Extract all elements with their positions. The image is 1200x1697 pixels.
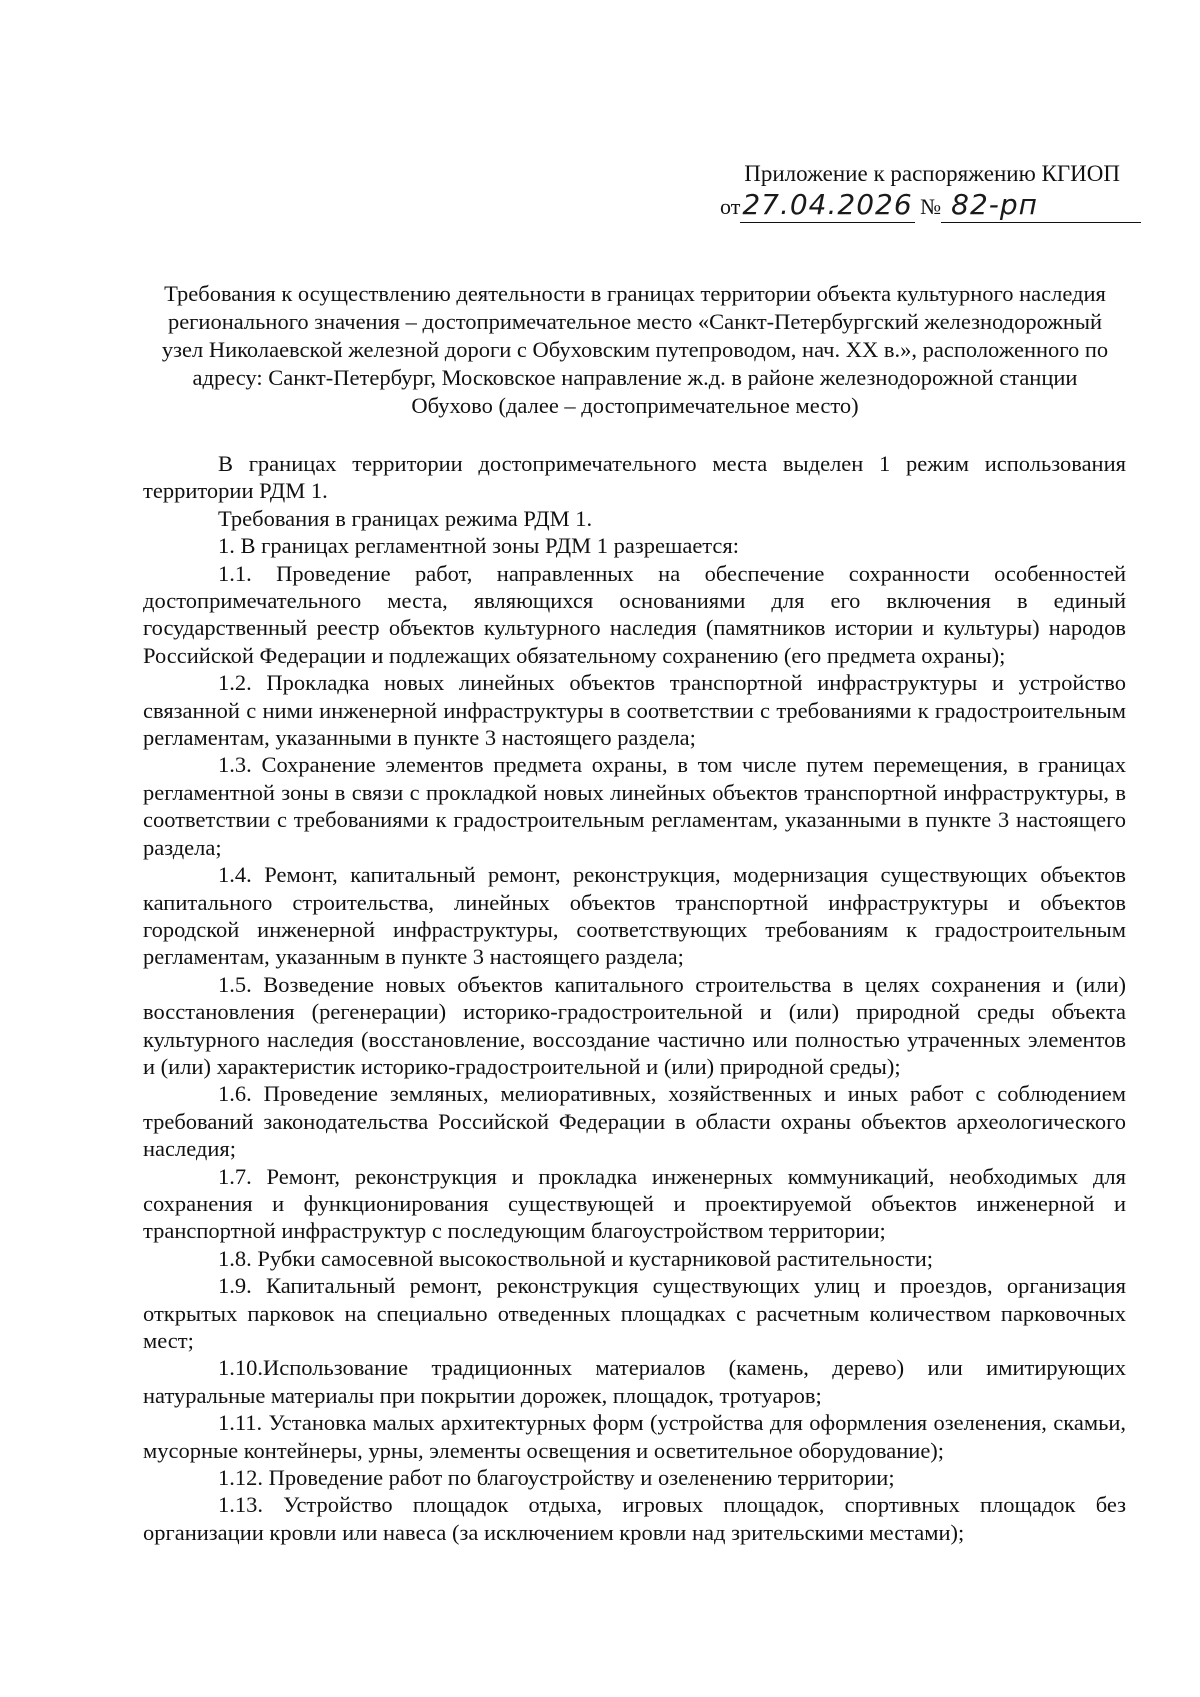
appendix-caption: Приложение к распоряжению КГИОП <box>744 161 1120 186</box>
paragraph-intro: В границах территории достопримечательного места выделен 1 режим использования территории РДМ 1. <box>143 451 1126 504</box>
paragraph-clause-1-3: 1.3. Сохранение элементов предмета охраны, в том числе путем перемещения, в границах регламентной зоны в связи с прокладкой новых линейных объектов транспортной инфраструктуры, в соответствии с требованиями к градостроительным регламентам, указанными в пункте 3 настоящего раздела; <box>143 752 1126 860</box>
appendix-header <box>720 160 1120 223</box>
order-number <box>941 190 1141 223</box>
paragraph-clause-1-1: 1.1. Проведение работ, направленных на обеспечение сохранности особенностей достопримечательного места, являющихся основаниями для его включения в единый государственный реестр объектов культурного наследия (памятников истории и культуры) народов Российской Федерации и подлежащих обязательному сохранению (его предмета охраны); <box>143 560 1126 668</box>
paragraph-clause-1-11: 1.11. Установка малых архитектурных форм (устройства для оформления озеленения, скамьи, мусорные контейнеры, урны, элементы освещения и осветительное оборудование); <box>143 1410 1126 1463</box>
order-date-handwritten: 27.04.2026 <box>742 188 913 221</box>
paragraph-clause-1: 1. В границах регламентной зоны РДМ 1 разрешается: <box>218 533 739 559</box>
paragraph-clause-1-12: 1.12. Проведение работ по благоустройству и озеленению территории; <box>218 1465 895 1491</box>
date-prefix: от <box>720 194 741 219</box>
paragraph-clause-1-7: 1.7. Ремонт, реконструкция и прокладка инженерных коммуникаций, необходимых для сохранения и функционирования существующей и проектируемой объектов инженерной и транспортной инфраструктур с последующим благоустройством территории; <box>143 1163 1126 1244</box>
order-reference <box>720 190 1120 223</box>
paragraph-clause-1-4: 1.4. Ремонт, капитальный ремонт, реконструкция, модернизация существующих объектов капитального строительства, линейных объектов транспортной инфраструктуры и объектов городской инженерной инфраструктуры, соответствующих требованиям к градостроительным регламентам, указанным в пункте 3 настоящего раздела; <box>143 862 1126 970</box>
document-title: Требования к осуществлению деятельности в границах территории объекта культурного наследия регионального значения – достопримечательное место «Санкт-Петербургский железнодорожный узел Николаевской железной дороги с Обуховским путепроводом, нач. XX в.», расположенного по адресу: Санкт-Петербург, Московское направление ж.д. в районе железнодорожной станции Обухово (далее – достопримечательное место) <box>161 281 1109 418</box>
paragraph-clause-1-13: 1.13. Устройство площадок отдыха, игровых площадок, спортивных площадок без организации кровли или навеса (за исключением кровли над зрительскими местами); <box>143 1492 1126 1545</box>
paragraph-clause-1-8: 1.8. Рубки самосевной высокоствольной и кустарниковой растительности; <box>218 1245 934 1271</box>
paragraph-clause-1-9: 1.9. Капитальный ремонт, реконструкция существующих улиц и проездов, организация открытых парковок на специально отведенных площадках с расчетным количеством парковочных мест; <box>143 1273 1126 1353</box>
order-date <box>740 190 914 223</box>
paragraph-clause-1-6: 1.6. Проведение земляных, мелиоративных, хозяйственных и иных работ с соблюдением требований законодательства Российской Федерации в области охраны объектов археологического наследия; <box>143 1081 1126 1162</box>
document-body <box>143 450 1126 1546</box>
paragraph-clause-1-2: 1.2. Прокладка новых линейных объектов транспортной инфраструктуры и устройство связанной с ними инженерной инфраструктуры в соответствии с требованиями к градостроительным регламентам, указанными в пункте 3 настоящего раздела; <box>143 670 1126 751</box>
paragraph-clause-1-10: 1.10.Использование традиционных материалов (камень, дерево) или имитирующих натуральные материалы при покрытии дорожек, площадок, тротуаров; <box>143 1355 1126 1408</box>
number-prefix: № <box>920 194 942 219</box>
paragraph-requirements-heading: Требования в границах режима РДМ 1. <box>218 505 593 531</box>
order-number-handwritten: 82-рп <box>951 188 1038 221</box>
paragraph-clause-1-5: 1.5. Возведение новых объектов капитального строительства в целях сохранения и (или) восстановления (регенерации) историко-градостроительной и (или) природной среды объекта культурного наследия (восстановление, воссоздание частично или полностью утраченных элементов и (или) характеристик историко-градостроительной и (или) природной среды); <box>143 971 1126 1079</box>
